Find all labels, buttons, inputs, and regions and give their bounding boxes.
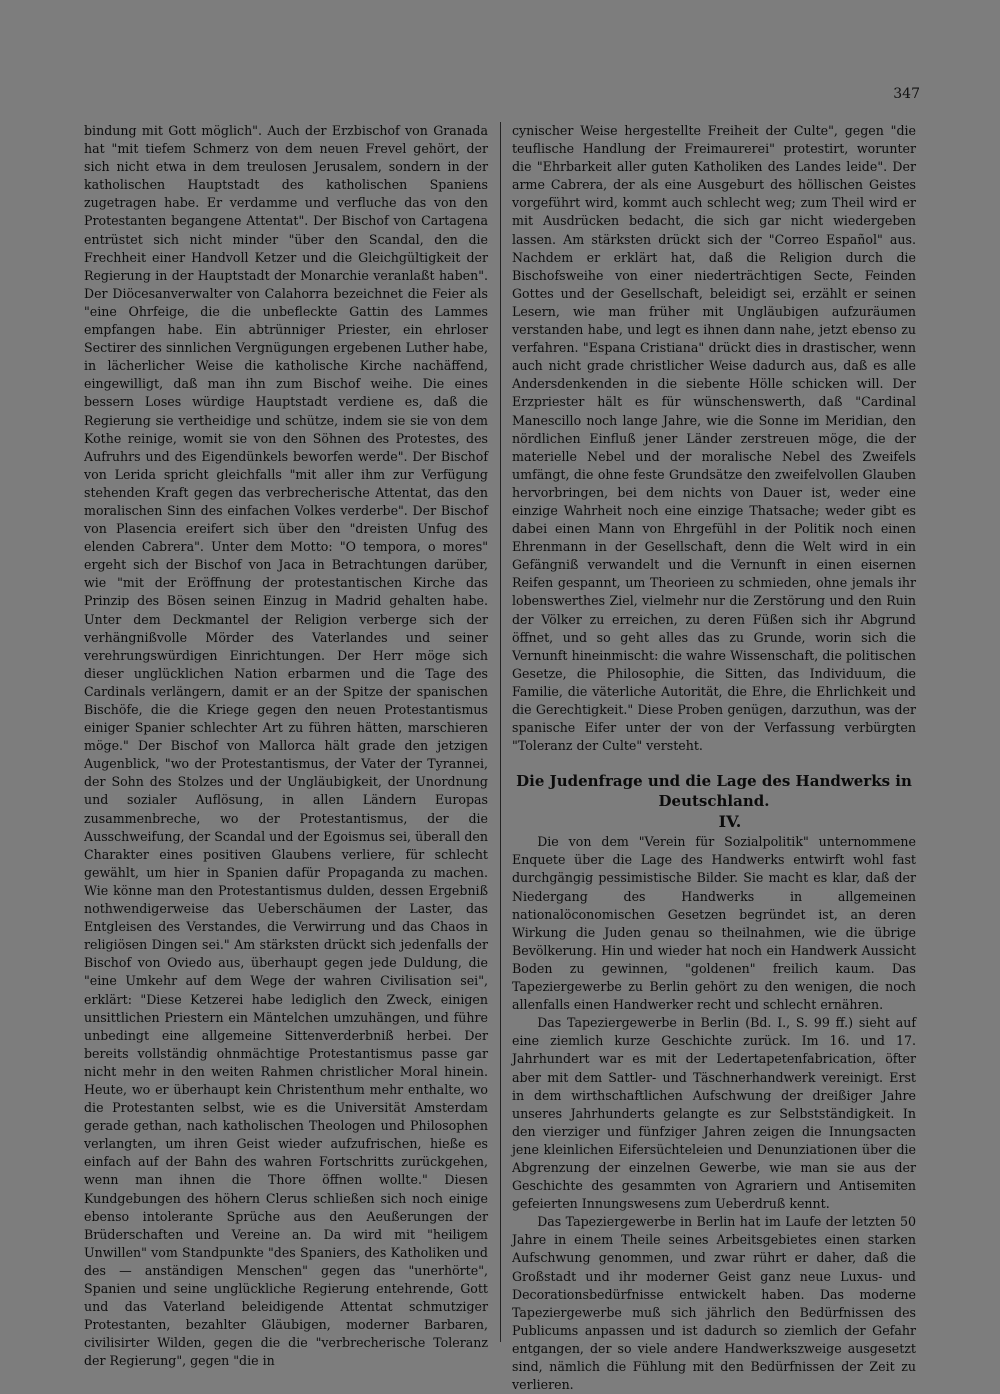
article-part-number: IV. <box>718 812 742 832</box>
article-paragraph: Die von dem "Verein für Sozialpolitik" unternommene Enquete über die Lage des Handwerks entwirft wohl fast durchgängig pessimistische Bilder. Sie macht es klar, daß der Niedergang des Handwerks in allgemeinen nationalöconomischen Gesetzen begründet ist, an deren Wirkung die Juden genau so theilnahmen, wie die übrige Bevölkerung. Hin und wieder hat noch ein Handwerk Aussicht Boden zu gewinnen, "goldenen" freilich kaum. Das Tapeziergewerbe zu Berlin gehört zu den wenigen, die noch allenfalls einen Handwerker recht und schlecht ernähren. <box>512 834 916 1013</box>
article-title: Die Judenfrage und die Lage des Handwerks in Deutschland. <box>516 772 912 811</box>
article-paragraph: Das Tapeziergewerbe in Berlin (Bd. I., S. 99 ff.) sieht auf eine ziemlich kurze Geschichte zurück. Im 16. und 17. Jahrhundert war es mit der Ledertapetenfabrication, öfter aber mit dem Sattler- und Täschnerhandwerk vereinigt. Erst in dem wirthschaftlichen Aufschwung der dreißiger Jahre unseres Jahrhunderts gelangte es zur Selbstständigkeit. In den vierziger und fünfziger Jahren zeigen die Innungsacten jene kleinlichen Eifersüchteleien und Denunziationen über die Abgrenzung der einzelnen Gewerbe, wie man sie aus der Geschichte des gesammten von Agrariern und Antisemiten gefeierten Innungswesens zum Ueberdruß kennt. <box>512 1015 916 1212</box>
left-column-text: bindung mit Gott möglich". Auch der Erzbischof von Granada hat "mit tiefem Schmerz von dem neuen Frevel gehört, der sich nicht etwa in dem treulosen Jerusalem, sondern in der katholischen Hauptstadt des katholischen Spaniens zugetragen habe. Er verdamme und verfluche das von den Protestanten begangene Attentat". Der Bischof von Cartagena entrüstet sich nicht minder "über den Scandal, den die Frechheit einer Handvoll Ketzer und die Gleichgültigkeit der Regierung in der Hauptstadt der Monarchie veranlaßt haben". Der Diöcesanverwalter von Calahorra bezeichnet die Feier als "eine Ohrfeige, die die unbefleckte Gattin des Lammes empfangen habe. Ein abtrünniger Priester, ein ehrloser Sectirer des sinnlichen Vergnügungen ergebenen Luther habe, in lächerlicher Weise die katholische Kirche nachäffend, eingewilligt, daß man ihn zum Bischof weihe. Die eines bessern Loses würdige Hauptstadt verdiene es, daß die Regierung sie vertheidige und schütze, indem sie sie von dem Kothe reinige, womit sie von den Söhnen des Protestes, des Aufruhrs und des Eigendünkels beworfen werde". Der Bischof von Lerida spricht gleichfalls "mit aller ihm zur Verfügung stehenden Kraft gegen das verbrecherische Attentat, das den moralischen Sinn des einfachen Volkes verderbe". Der Bischof von Plasencia ereifert sich über den "dreisten Unfug des elenden Cabrera". Unter dem Motto: "O tempora, o mores" ergeht sich der Bischof von Jaca in Betrachtungen darüber, wie "mit der Eröffnung der protestantischen Kirche das Prinzip des Bösen seinen Einzug in Madrid gehalten habe. Unter dem Deckmantel der Religion verberge sich der verhängnißvolle Mörder des Vaterlandes und seiner verehrungswürdigen Einrichtungen. Der Herr möge sich dieser unglücklichen Nation erbarmen und die Tage des Cardinals verlängern, damit er an der Spitze der spanischen Bischöfe, die die Kriege gegen den neuen Protestantismus einiger Spanier schlechter Art zu führen hätten, marschieren möge." Der Bischof von Mallorca hält grade den jetzigen Augenblick, "wo der Protestantismus, der Vater der Tyrannei, der Sohn des Stolzes und der Ungläubigkeit, der Unordnung und sozialer Auflösung, in allen Ländern Europas zusammenbreche, wo der Protestantismus, der die Ausschweifung, der Scandal und der Egoismus sei, überall den Charakter eines positiven Glaubens verliere, für schlecht gewählt, um hier in Spanien dafür Propaganda zu machen. Wie könne man den Protestantismus dulden, dessen Ergebniß nothwendigerweise das Ueberschäumen der Laster, das Entgleisen des Verstandes, die Verwirrung und das Chaos in religiösen Dingen sei." Am stärksten drückt sich jedenfalls der Bischof von Oviedo aus, überhaupt gegen jede Duldung, die "eine Umkehr auf dem Wege der wahren Civilisation sei", erklärt: "Diese Ketzerei habe lediglich den Zweck, einigen unsittlichen Priestern ein Mäntelchen umzuhängen, und führe unbedingt eine allgemeine Sittenverderbniß herbei. Der bereits vollständig ohnmächtige Protestantismus passe gar nicht mehr in den weiten Rahmen christlicher Moral hinein. Heute, wo er überhaupt kein Christenthum mehr enthalte, wo die Protestanten selbst, wie es die Universität Amsterdam gerade gethan, nach katholischen Theologen und Philosophen verlangten, um ihren Geist wieder aufzufrischen, hieße es einfach auf der Bahn des wahren Fortschritts zurückgehen, wenn man ihnen die Thore öffnen wollte." Diesen Kundgebungen des höhern Clerus schließen sich noch einige ebenso intolerante Sprüche aus den Aeußerungen der Brüderschaften und Vereine an. Da wird mit "heiligem Unwillen" vom Standpunkte "des Spaniers, des Katholiken und des — anständigen Menschen" gegen das "unerhörte", Spanien und seine unglückliche Regierung entehrende, Gott und das Vaterland beleidigende Attentat schmutziger Protestanten, bezahlter Gläubigen, moderner Barbaren, civilisirter Wilden, gegen die die "verbrecherische Toleranz der Regierung", gegen "die in <box>84 123 488 1369</box>
page-number: 347 <box>893 86 920 102</box>
article-body <box>512 833 916 1394</box>
column-divider <box>500 122 501 1342</box>
article-paragraph: Das Tapeziergewerbe in Berlin hat im Laufe der letzten 50 Jahre in einem Theile seines Arbeitsgebietes einen starken Aufschwung genommen, und zwar rührt er daher, daß die Großstadt und ihr moderner Geist ganz neue Luxus- und Decorationsbedürfnisse entwickelt haben. Das moderne Tapeziergewerbe muß sich jährlich den Bedürfnissen des Publicums anpassen und ist dadurch so ziemlich der Gefahr entgangen, der so viele andere Handwerkszweige ausgesetzt sind, nämlich die Fühlung mit den Bedürfnissen der Zeit zu verlieren. <box>512 1214 916 1393</box>
left-column <box>84 122 488 1370</box>
right-column-intro: cynischer Weise hergestellte Freiheit der Culte", gegen "die teuflische Handlung der Freimaurerei" protestirt, worunter die "Ehrbarkeit aller guten Katholiken des Landes leide". Der arme Cabrera, der als eine Ausgeburt des höllischen Geistes vorgeführt wird, kommt auch schlecht weg; zum Theil wird er mit Ausdrücken bedacht, die sich gar nicht wiedergeben lassen. Am stärksten drückt sich der "Correo Español" aus. Nachdem er erklärt hat, daß die Religion durch die Bischofsweihe von einer niederträchtigen Secte, Feinden Gottes und der Gesellschaft, beleidigt sei, erzählt er seinen Lesern, wie man früher mit Ungläubigen aufzuräumen verstanden habe, und legt es ihnen dann nahe, jetzt ebenso zu verfahren. "Espana Cristiana" drückt dies in drastischer, wenn auch nicht grade christlicher Weise dadurch aus, daß es alle Andersdenkenden in die siebente Hölle schicken will. Der Erzpriester hält es für wünschenswerth, daß "Cardinal Manescillo noch lange Jahre, wie die Sonne im Meridian, den nördlichen Einfluß jener Länder zerstreuen möge, die der materielle Nebel und der moralische Nebel des Zweifels umfängt, die ohne feste Grundsätze den zweifelvollen Glauben hervorbringen, bei dem nichts von Dauer ist, weder eine einzige Wahrheit noch eine einzige Thatsache; weder gibt es dabei einen Mann von Ehrgefühl in der Politik noch einen Ehrenmann in der Gesellschaft, denn die Welt wird in ein Gefängniß verwandelt und die Vernunft in einen eisernen Reifen gespannt, um Theorieen zu schmieden, ohne jemals ihr lobenswerthes Ziel, vielmehr nur die Zerstörung und den Ruin der Völker zu erreichen, zu deren Füßen sich ihr Abgrund öffnet, und so geht alles das zu Grunde, worin sich die Vernunft hineinmischt: die wahre Wissenschaft, die politischen Gesetze, die Philosophie, die Sitten, das Individuum, die Familie, die väterliche Autorität, die Ehre, die Ehrlichkeit und die Gerechtigkeit." Diese Proben genügen, darzuthun, was der spanische Eifer unter der von der Verfassung verbürgten "Toleranz der Culte" versteht. <box>512 123 916 754</box>
article-heading <box>512 771 916 833</box>
right-column <box>512 122 916 1394</box>
